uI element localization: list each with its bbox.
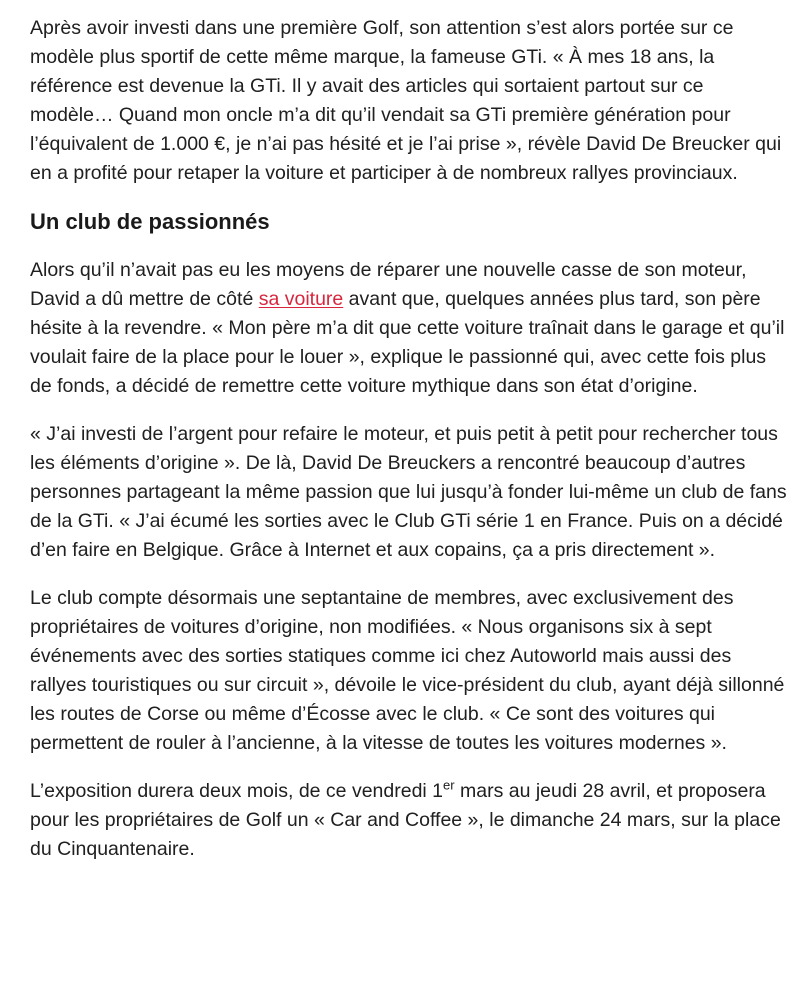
paragraph-club-founding: « J’ai investi de l’argent pour refaire le moteur, et puis petit à petit pour rechercher tous les éléments d’origine ». De là, David De Breuckers a rencontré beaucoup d’autres personnes partageant la même passion que lui jusqu’à fonder lui-même un club de fans de la GTi. « J’ai écumé les sorties avec le Club GTi série 1 en France. Puis on a décidé d’en faire en Belgique. Grâce à Internet et aux copains, ça a pris directement ». [30, 423, 787, 561]
paragraph-club-members: Le club compte désormais une septantaine de membres, avec exclusivement des propriétaires de voitures d’origine, non modifiées. « Nous organisons six à sept événements avec des sorties statiques comme ici chez Autoworld mais aussi des rallyes touristiques ou sur circuit », dévoile le vice-président du club, ayant déjà sillonné les routes de Corse ou même d’Écosse avec le club. « Ce sont des voitures qui permettent de rouler à l’ancienne, à la vitesse de toutes les voitures modernes ». [30, 587, 785, 754]
paragraph-intro: Après avoir investi dans une première Golf, son attention s’est alors portée sur ce modèle plus sportif de cette même marque, la fameuse GTi. « À mes 18 ans, la référence est devenue la GTi. Il y avait des articles qui sortaient partout sur ce modèle… Quand mon oncle m’a dit qu’il vendait sa GTi première génération pour l’équivalent de 1.000 €, je n’ai pas hésité et je l’ai prise », révèle David De Breucker qui en a profité pour retaper la voiture et participer à de nombreux rallyes provinciaux. [30, 17, 782, 184]
sa-voiture-link[interactable]: sa voiture [258, 288, 344, 310]
ordinal-superscript: er [443, 777, 455, 793]
paragraph-text: L’exposition durera deux mois, de ce vendredi 1 [30, 780, 444, 802]
paragraph-exhibition [30, 777, 790, 864]
paragraph-text: mars au jeudi 28 avril, et proposera pour les propriétaires de Golf un « Car and Coffee », le dimanche 24 mars, sur la place du Cinquantenaire. [30, 780, 781, 860]
paragraph-car-story [30, 256, 790, 401]
paragraph-text: avant que, quelques années plus tard, son père hésite à la revendre. « Mon père m’a dit que cette voiture traînait dans le garage et qu’il voulait faire de la place pour le louer », explique le passionné qui, avec cette fois plus de fonds, a décidé de remettre cette voiture mythique dans son état d’origine. [30, 288, 785, 397]
section-heading: Un club de passionnés [30, 209, 270, 234]
paragraph-text: Alors qu’il n’avait pas eu les moyens de réparer une nouvelle casse de son moteur, David a dû mettre de côté [30, 259, 747, 310]
